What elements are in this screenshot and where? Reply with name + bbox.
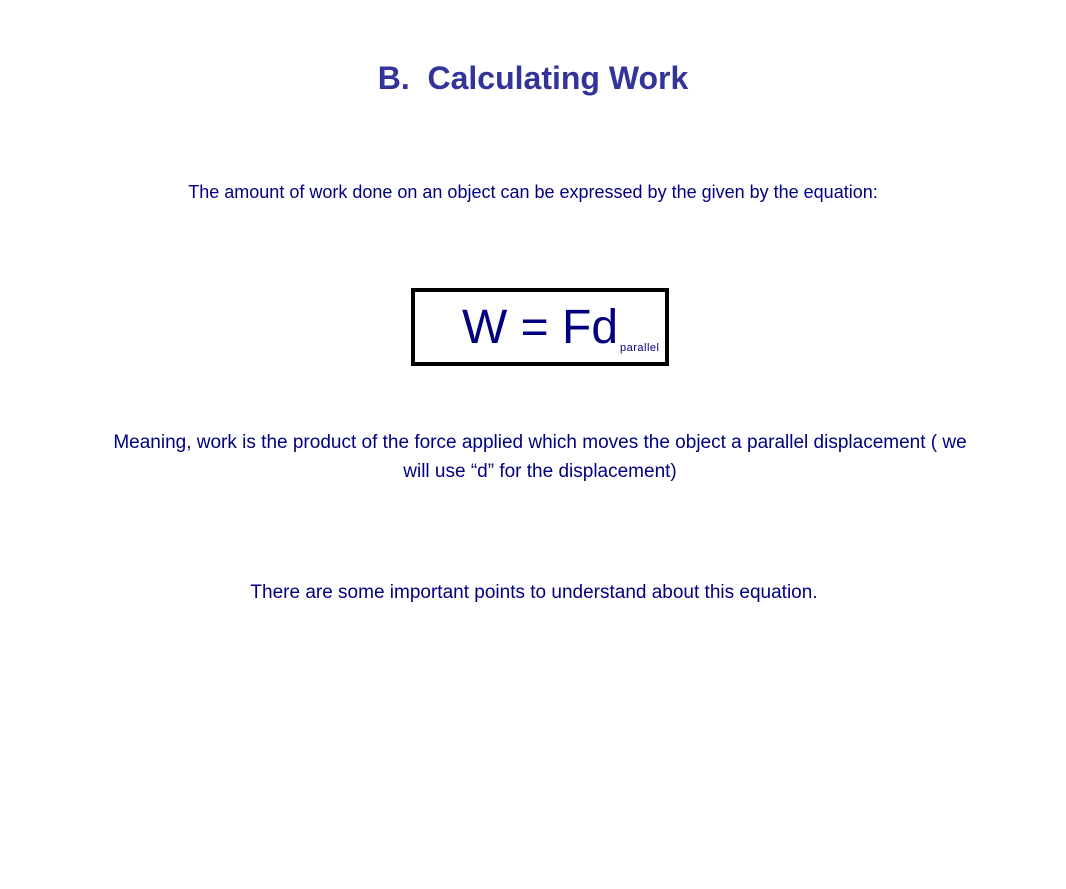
equation-box [411,288,669,366]
slide-title: B. Calculating Work [377,60,689,96]
important-points-text: There are some important points to understand about this equation. [250,582,818,603]
equation-subscript: parallel [620,342,660,354]
intro-text: The amount of work done on an object can be expressed by the given by the equation: [188,182,878,202]
meaning-text: Meaning, work is the product of the force applied which moves the object a parallel displacement ( we will use “d” for the displacement) [113,432,967,482]
equation-main: W = Fd [462,301,619,354]
